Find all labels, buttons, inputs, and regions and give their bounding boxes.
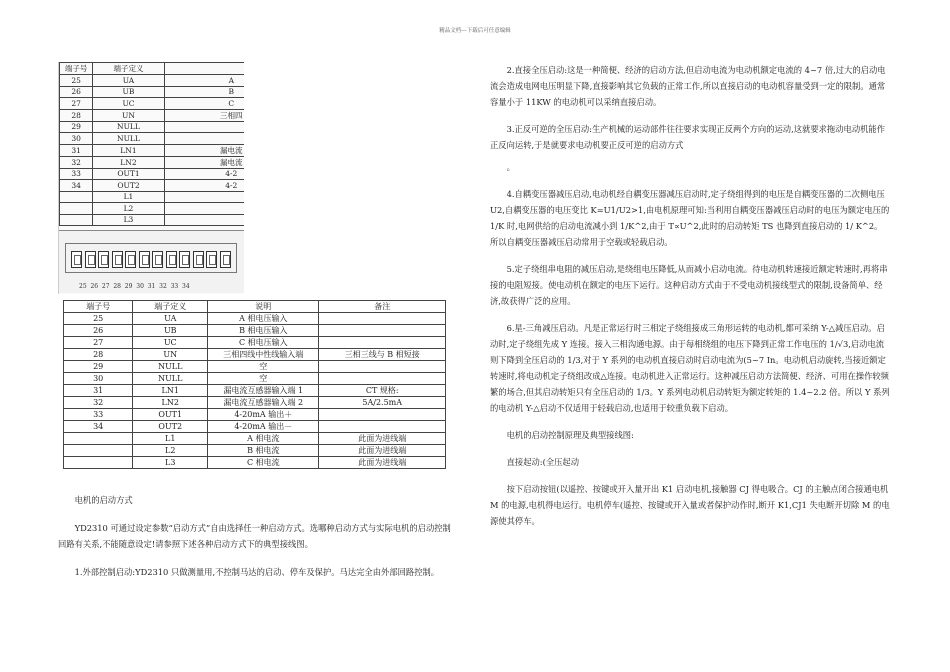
table-row bbox=[64, 397, 446, 409]
table-cell: 33 bbox=[64, 409, 133, 421]
table-cell: UB bbox=[133, 325, 208, 337]
table-header-cell: 备注 bbox=[319, 301, 446, 313]
table-row bbox=[64, 337, 446, 349]
table-cell bbox=[164, 191, 244, 203]
terminal-block bbox=[85, 251, 96, 268]
paragraph: YD2310 可通过设定参数“启动方式”自由选择任一种启动方式。选哪种启动方式与实际电机的启动控制回路有关系,不能随意设定!请参照下述各种启动方式下的典型接线图。 bbox=[58, 523, 451, 549]
table-cell: 4-20mA 输出－ bbox=[208, 421, 319, 433]
table-cell: CT 规格: bbox=[319, 385, 446, 397]
table-row bbox=[60, 75, 245, 87]
left-text-column bbox=[58, 492, 458, 580]
table-row bbox=[64, 349, 446, 361]
table-cell: L2 bbox=[133, 445, 208, 457]
table-cell: 33 bbox=[60, 168, 93, 180]
table-header-cell: 端子号 bbox=[64, 301, 133, 313]
paragraph: 2.直接全压启动:这是一种简便、经济的启动方法,但启动电流为电动机额定电流的 4~7 倍,过大的启动电流会造成电网电压明显下降,直接影响其它负载的正常工作,所以直接启动的电动机容量受到一定的限制。通常容量小于 11KW 的电动机可以采纳直接启动。 bbox=[490, 65, 886, 107]
table-cell: 三相四 bbox=[164, 109, 244, 121]
paragraph: 。 bbox=[506, 162, 515, 172]
paragraph: 4.自耦变压器减压启动,电动机经自耦变压器减压启动时,定子绕组得到的电压是自耦变压器的二次侧电压 U2,自耦变压器的电压变比 K=U1/U2>1,由电机原理可知:当利用自耦变压器减压启动时的电压为额定电压的 1/K 时,电网供给的启动电流减小到 1/K^2,由于 T∝U^2,此时的启动转矩 TS 也降到直接启动的 1/ K^2。所以自耦变压器减压启动常用于空载或轻载启动。 bbox=[490, 189, 890, 247]
table-cell bbox=[319, 409, 446, 421]
table-cell: 此面为进线端 bbox=[319, 457, 446, 469]
table-cell: L1 bbox=[93, 191, 164, 203]
paragraph: 1.外部控制启动:YD2310 只做测量用,不控制马达的启动、停车及保护。马达完全由外部回路控制。 bbox=[74, 567, 440, 577]
terminal-block bbox=[152, 251, 163, 268]
table-cell: 29 bbox=[60, 121, 93, 133]
table-cell: LN1 bbox=[93, 144, 164, 156]
table-cell: OUT2 bbox=[133, 421, 208, 433]
table-cell bbox=[64, 457, 133, 469]
table-cell bbox=[319, 361, 446, 373]
terminal-block bbox=[139, 251, 150, 268]
terminal-table bbox=[63, 300, 446, 469]
table-cell bbox=[319, 373, 446, 385]
table-row bbox=[64, 409, 446, 421]
terminal-block bbox=[98, 251, 109, 268]
table-cell: 31 bbox=[60, 144, 93, 156]
table-cell: 32 bbox=[60, 156, 93, 168]
table-cell bbox=[60, 203, 93, 215]
table-cell: 25 bbox=[60, 75, 93, 87]
section-title: 电机的启动方式 bbox=[74, 495, 133, 505]
table-cell: 27 bbox=[60, 98, 93, 110]
table-cell bbox=[164, 214, 244, 226]
table-row bbox=[60, 98, 245, 110]
table-cell: C bbox=[164, 98, 244, 110]
table-cell: A 相电压输入 bbox=[208, 313, 319, 325]
table-cell bbox=[60, 191, 93, 203]
table-row bbox=[60, 180, 245, 192]
table-row bbox=[64, 457, 446, 469]
table-cell: 26 bbox=[64, 325, 133, 337]
table-cell: 29 bbox=[64, 361, 133, 373]
table-cell: 漏电流互感器输入端 2 bbox=[208, 397, 319, 409]
table-cell: 27 bbox=[64, 337, 133, 349]
subheading: 直接起动:(全压起动 bbox=[506, 457, 580, 467]
table-cell bbox=[164, 203, 244, 215]
terminal-block bbox=[206, 251, 217, 268]
table-cell: B 相电流 bbox=[208, 445, 319, 457]
table-header-cell bbox=[164, 63, 244, 75]
table-cell: 34 bbox=[60, 180, 93, 192]
table-cell: 漏电流 bbox=[164, 156, 244, 168]
table-cell: C 相电流 bbox=[208, 457, 319, 469]
right-text-column bbox=[490, 62, 890, 529]
table-cell: 此面为进线端 bbox=[319, 433, 446, 445]
terminal-block bbox=[193, 251, 204, 268]
table-cell: A bbox=[164, 75, 244, 87]
terminal-block bbox=[179, 251, 190, 268]
table-cell: OUT1 bbox=[133, 409, 208, 421]
table-cell: 4-20mA 输出＋ bbox=[208, 409, 319, 421]
table-cell bbox=[319, 421, 446, 433]
table-cell bbox=[319, 313, 446, 325]
table-cell bbox=[319, 325, 446, 337]
subheading: 电机的启动控制原理及典型接线图: bbox=[506, 430, 634, 440]
table-row bbox=[64, 445, 446, 457]
table-cell: NULL bbox=[133, 373, 208, 385]
terminal-block bbox=[71, 251, 82, 268]
table-cell: A 相电流 bbox=[208, 433, 319, 445]
table-cell: UA bbox=[93, 75, 164, 87]
table-cell: 漏电流 bbox=[164, 144, 244, 156]
paragraph: 6.星-三角减压启动。凡是正常运行时三相定子绕组接成三角形运转的电动机,都可采纳 Y-△减压启动。启动时,定子绕组先成 Y 连接。接入三相沟通电源。由于每相绕组的电压下降到正常工作电压的 1/√3,启动电流则下降到全压启动的 1/3,对于 Y 系列的电动机直接启动时启动电流为(5~7 In。电动机启动旋转,当接近额定转速时,将电动机定子绕组改成△连接。电动机进入正常运行。这种减压启动方法简便、经济、可用在操作较频繁的场合,但其启动转矩只有全压启动的 1/3。Y 系列电动机启动转矩为额定转矩的 1.4~2.2 倍。所以 Y 系列的电动机 Y-△启动不仅适用于轻载启动,也适用于较重负载下启动。 bbox=[490, 323, 890, 413]
table-cell: 26 bbox=[60, 86, 93, 98]
table-header-cell: 端子定义 bbox=[133, 301, 208, 313]
table-cell: UA bbox=[133, 313, 208, 325]
table-cell: UC bbox=[133, 337, 208, 349]
table-cell: L3 bbox=[133, 457, 208, 469]
table-cell bbox=[64, 445, 133, 457]
table-cell: OUT2 bbox=[93, 180, 164, 192]
table-cell: L2 bbox=[93, 203, 164, 215]
table-cell: 28 bbox=[64, 349, 133, 361]
table-row bbox=[64, 313, 446, 325]
table-header-cell: 说明 bbox=[208, 301, 319, 313]
table-row bbox=[60, 121, 245, 133]
table-cell: 5A/2.5mA bbox=[319, 397, 446, 409]
table-cell: 漏电流互感器输入端 1 bbox=[208, 385, 319, 397]
terminal-table-partial-image bbox=[58, 62, 244, 294]
terminal-block bbox=[125, 251, 136, 268]
table-row bbox=[64, 433, 446, 445]
table-cell: 空 bbox=[208, 361, 319, 373]
table-row bbox=[64, 373, 446, 385]
table-cell: 三相三线与 B 相短接 bbox=[319, 349, 446, 361]
terminal-block bbox=[112, 251, 123, 268]
table-cell: NULL bbox=[93, 121, 164, 133]
table-row bbox=[60, 133, 245, 145]
table-cell: B 相电压输入 bbox=[208, 325, 319, 337]
terminal-block bbox=[166, 251, 177, 268]
table-cell: 30 bbox=[64, 373, 133, 385]
table-row bbox=[60, 203, 245, 215]
terminal-strip-numbers: 25 26 27 28 29 30 31 32 33 34 bbox=[79, 283, 190, 290]
paragraph: 按下启动按钮(以遥控、按键或开入量开出 K1 启动电机,接触器 CJ 得电吸合。CJ 的主触点闭合接通电机 M 的电源,电机得电运行。电机停车(遥控、按键或开入量或者保护动作时,断开 K1,CJ1 失电断开切除 M 的电源使其停车。 bbox=[490, 484, 890, 526]
table-cell: UC bbox=[93, 98, 164, 110]
table-cell: LN2 bbox=[133, 397, 208, 409]
table-cell: OUT1 bbox=[93, 168, 164, 180]
table-cell: UN bbox=[93, 109, 164, 121]
table-cell: NULL bbox=[93, 133, 164, 145]
table-cell: L3 bbox=[93, 214, 164, 226]
table-header-cell: 端子号 bbox=[60, 63, 93, 75]
table-cell bbox=[164, 121, 244, 133]
table-cell: UN bbox=[133, 349, 208, 361]
table-cell bbox=[319, 337, 446, 349]
table-cell: 32 bbox=[64, 397, 133, 409]
table-cell: UB bbox=[93, 86, 164, 98]
table-cell: NULL bbox=[133, 361, 208, 373]
table-cell: LN2 bbox=[93, 156, 164, 168]
table-header-row bbox=[64, 301, 446, 313]
table-cell: LN1 bbox=[133, 385, 208, 397]
table-row bbox=[60, 191, 245, 203]
table-cell: 25 bbox=[64, 313, 133, 325]
table-cell: 30 bbox=[60, 133, 93, 145]
table-row bbox=[60, 109, 245, 121]
terminal-table-partial bbox=[59, 62, 244, 226]
table-cell: C 相电压输入 bbox=[208, 337, 319, 349]
table-cell bbox=[64, 433, 133, 445]
table-row bbox=[64, 325, 446, 337]
table-cell: 三相四线中性线输入端 bbox=[208, 349, 319, 361]
table-cell: B bbox=[164, 86, 244, 98]
table-row bbox=[60, 214, 245, 226]
table-row bbox=[60, 156, 245, 168]
table-row bbox=[60, 144, 245, 156]
table-cell: 34 bbox=[64, 421, 133, 433]
terminal-block bbox=[220, 251, 231, 268]
table-cell bbox=[164, 133, 244, 145]
table-header-cell: 端子定义 bbox=[93, 63, 164, 75]
table-row bbox=[64, 361, 446, 373]
table-cell: 此面为进线端 bbox=[319, 445, 446, 457]
paragraph: 3.正反可逆的全压启动:生产机械的运动部件往往要求实现正反两个方向的运动,这就要求拖动电动机能作正反向运转,于是就要求电动机要正反可逆的启动方式 bbox=[490, 124, 886, 150]
table-cell: L1 bbox=[133, 433, 208, 445]
table-cell: 4-2 bbox=[164, 180, 244, 192]
terminal-strip-figure bbox=[59, 230, 244, 293]
terminal-table-image bbox=[63, 300, 446, 477]
table-header-row bbox=[60, 63, 245, 75]
table-row bbox=[60, 86, 245, 98]
table-row bbox=[60, 168, 245, 180]
table-cell: 31 bbox=[64, 385, 133, 397]
table-cell: 空 bbox=[208, 373, 319, 385]
paragraph: 5.定子绕组串电阻的减压启动,是绕组电压降低,从而减小启动电流。待电动机转速接近额定转速时,再将串接的电阻短接。使电动机在额定的电压下运行。这种启动方式由于不受电动机接线型式的限制,设备简单、经济,故获得广泛的应用。 bbox=[490, 264, 888, 306]
table-row bbox=[64, 421, 446, 433]
page-header: 精品文档---下载后可任意编辑 bbox=[439, 28, 511, 34]
table-cell bbox=[60, 214, 93, 226]
table-row bbox=[64, 385, 446, 397]
table-cell: 28 bbox=[60, 109, 93, 121]
table-cell: 4-2 bbox=[164, 168, 244, 180]
